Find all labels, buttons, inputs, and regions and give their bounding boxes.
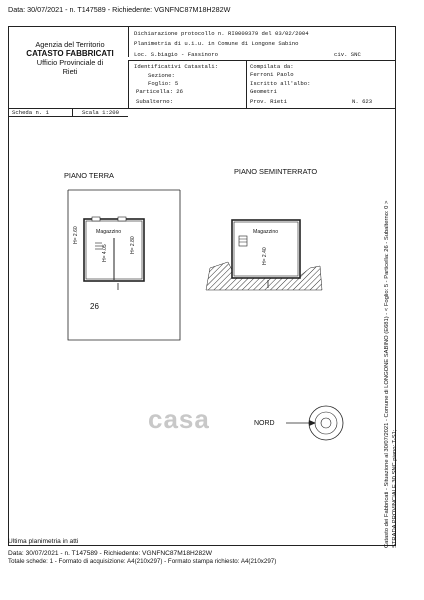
scheda-scale: Scala 1:200 <box>82 109 119 116</box>
ground-floor-parcel <box>68 190 180 340</box>
basement-room-label: Magazzino <box>253 229 279 235</box>
compiled-name: Ferroni Paolo <box>250 71 294 78</box>
ultima-planimetria: Ultima planimetria in atti <box>8 538 79 545</box>
declaration-civ: civ. SNC <box>334 51 361 58</box>
side-stamp-line2: STRADA PROVINCIALE 30 SNC piano: T-S1; <box>392 429 398 548</box>
piano-terra-label: PIANO TERRA <box>64 171 114 180</box>
identifiers-subalterno: Subalterno: <box>136 98 173 105</box>
catasto-title: CATASTO FABBRICATI <box>26 49 114 58</box>
agency-name: Agenzia del Territorio <box>35 40 105 49</box>
watermark-logo: casa <box>148 404 210 434</box>
height-left: H= 2.60 <box>73 226 79 244</box>
header-request-line: Data: 30/07/2021 - n. T147589 - Richiedente: VGNFNC87M18H282W <box>8 5 231 14</box>
compiled-province: Prov. Rieti <box>250 98 287 105</box>
identifiers-title: Identificativi Catastali: <box>134 63 218 70</box>
scheda-number: Scheda n. 1 <box>12 109 49 116</box>
identifiers-particella: Particella: 26 <box>136 88 183 95</box>
identifiers-sezione: Sezione: <box>148 72 175 79</box>
footer-format-line: Totale schede: 1 - Formato di acquisizione: A4(210x297) - Formato stampa richiesto: A4(210x297) <box>8 558 277 565</box>
compiled-title: Compilata da: <box>250 63 294 70</box>
declaration-protocol: Dichiarazione protocollo n. RI0009379 del 03/02/2004 <box>134 30 309 37</box>
piano-seminterrato-label: PIANO SEMINTERRATO <box>234 167 318 176</box>
office-city: Rieti <box>62 67 78 76</box>
height-mid: H= 4.05 <box>102 244 108 262</box>
office-label: Ufficio Provinciale di <box>36 58 104 67</box>
compiled-registered: Iscritto all'albo: <box>250 80 311 87</box>
declaration-comune: Planimetria di u.i.u. in Comune di Longone Sabino <box>134 40 299 47</box>
north-arrow-icon <box>286 406 343 440</box>
side-stamp-line1: Catasto dei Fabbricati - Situazione al 30/07/2021 - Comune di LONGONE SABINO (E681) - < Foglio: 5 - Particella: 26 - Subalterno: 0 > <box>384 200 390 548</box>
declaration-address: Loc. S.biagio - Fassinoro <box>134 51 218 58</box>
ground-room-label: Magazzino <box>96 229 122 235</box>
height-right: H= 2.80 <box>130 236 136 254</box>
height-basement: H= 2.40 <box>262 247 268 265</box>
footer-request-line: Data: 30/07/2021 - n. T147589 - Richiedente: VGNFNC87M18H282W <box>8 550 213 557</box>
compiled-number: N. 623 <box>352 98 373 105</box>
identifiers-foglio: Foglio: 5 <box>148 80 179 87</box>
compiled-profession: Geometri <box>250 88 277 95</box>
north-label: NORD <box>254 420 275 427</box>
parcel-number: 26 <box>90 302 99 311</box>
